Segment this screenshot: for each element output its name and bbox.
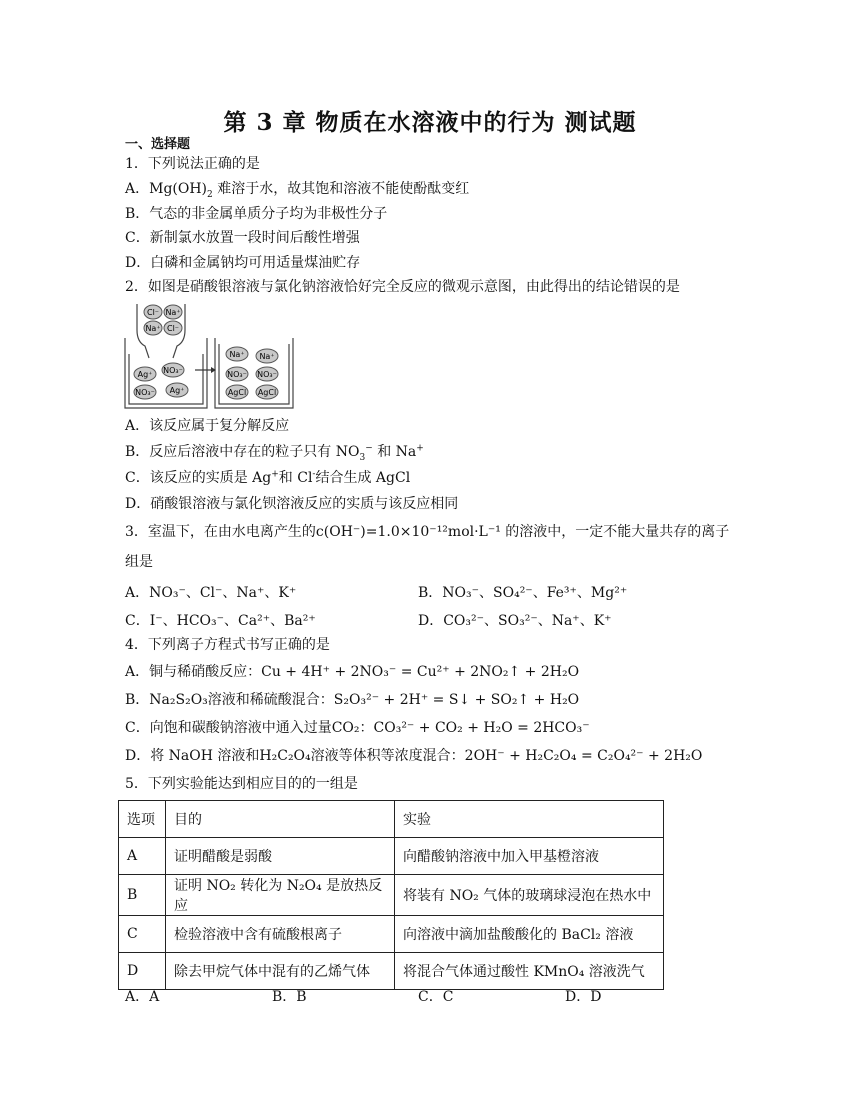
q1-option-b: B．气态的非金属单质分子均为非极性分子 bbox=[125, 206, 388, 222]
q3-option-d: D．CO₃²⁻、SO₃²⁻、Na⁺、K⁺ bbox=[418, 613, 612, 629]
reaction-diagram bbox=[123, 302, 303, 412]
table-header: 选项 bbox=[119, 801, 166, 838]
q2-option-c: C．该反应的实质是 Ag+和 Cl-结合生成 AgCl bbox=[125, 469, 411, 486]
table-cell: 证明醋酸是弱酸 bbox=[166, 838, 395, 875]
q3-option-b: B．NO₃⁻、SO₄²⁻、Fe³⁺、Mg²⁺ bbox=[418, 585, 628, 601]
q2-option-d: D．硝酸银溶液与氯化钡溶液反应的实质与该反应相同 bbox=[125, 496, 459, 512]
q4-option-d: D．将 NaOH 溶液和H₂C₂O₄溶液等体积等浓度混合：2OH⁻ + H₂C₂O₄ = C₂O₄²⁻ + 2H₂O bbox=[125, 748, 703, 764]
page-title: 第 3 章 物质在水溶液中的行为 测试题 bbox=[223, 109, 637, 136]
q3-option-a: A．NO₃⁻、Cl⁻、Na⁺、K⁺ bbox=[125, 585, 297, 601]
ion-label: AgCl bbox=[257, 388, 277, 397]
ion-label: Cl⁻ bbox=[166, 324, 180, 333]
q4-option-a: A．铜与稀硝酸反应：Cu + 4H⁺ + 2NO₃⁻ = Cu²⁺ + 2NO₂↑ + 2H₂O bbox=[125, 664, 580, 680]
q2-option-b: B．反应后溶液中存在的粒子只有 $NO_3^-$ 和 Na+ bbox=[125, 443, 424, 463]
hydroxide-concentration: c(OH⁻)=1.0×10⁻¹²mol·L⁻¹ bbox=[315, 524, 501, 540]
q2-option-a: A．该反应属于复分解反应 bbox=[125, 418, 290, 434]
q1-stem: 1．下列说法正确的是 bbox=[125, 156, 260, 172]
ion-label: Ag⁺ bbox=[137, 370, 153, 379]
ion-label: NO₃⁻ bbox=[163, 366, 183, 375]
q3-option-c: C．I⁻、HCO₃⁻、Ca²⁺、Ba²⁺ bbox=[125, 613, 316, 629]
q3-stem: 3．室温下，在由水电离产生的c(OH⁻)=1.0×10⁻¹²mol·L⁻¹ 的溶液中，一定不能大量共存的离子 bbox=[125, 524, 730, 540]
table-cell: 向溶液中滴加盐酸酸化的 BaCl₂ 溶液 bbox=[395, 916, 664, 953]
table-cell: C bbox=[119, 916, 166, 953]
table-header-row bbox=[119, 801, 664, 838]
q5-table bbox=[118, 800, 664, 990]
ion-label: NO₃⁻ bbox=[257, 370, 277, 379]
ion-label: Na⁺ bbox=[259, 352, 275, 361]
table-cell: 向醋酸钠溶液中加入甲基橙溶液 bbox=[395, 838, 664, 875]
ion-label: AgCl bbox=[227, 388, 247, 397]
table-header: 目的 bbox=[166, 801, 395, 838]
ion-label: NO₃⁻ bbox=[227, 370, 247, 379]
q1-option-d: D．白磷和金属钠均可用适量煤油贮存 bbox=[125, 255, 361, 271]
ion-label: NO₃⁻ bbox=[135, 388, 155, 397]
q1-option-c: C．新制氯水放置一段时间后酸性增强 bbox=[125, 230, 360, 246]
q3-stem-cont: 组是 bbox=[125, 554, 153, 570]
table-cell: 除去甲烷气体中混有的乙烯气体 bbox=[166, 953, 395, 990]
table-cell: D bbox=[119, 953, 166, 990]
section-heading: 一、选择题 bbox=[125, 137, 191, 152]
q5-option-d: D．D bbox=[565, 989, 602, 1005]
table-cell: 将混合气体通过酸性 KMnO₄ 溶液洗气 bbox=[395, 953, 664, 990]
table-cell: B bbox=[119, 875, 166, 916]
q5-option-a: A．A bbox=[125, 989, 160, 1005]
table-header: 实验 bbox=[395, 801, 664, 838]
table-row bbox=[119, 916, 664, 953]
q4-option-b: B．Na₂S₂O₃溶液和稀硫酸混合：S₂O₃²⁻ + 2H⁺ = S↓ + SO₂↑ + H₂O bbox=[125, 692, 580, 708]
q5-option-b: B．B bbox=[272, 989, 307, 1005]
table-row bbox=[119, 875, 664, 916]
q4-stem: 4．下列离子方程式书写正确的是 bbox=[125, 637, 330, 653]
q4-option-c: C．向饱和碳酸钠溶液中通入过量CO₂：CO₃²⁻ + CO₂ + H₂O = 2HCO₃⁻ bbox=[125, 720, 590, 736]
table-cell: 证明 NO₂ 转化为 N₂O₄ 是放热反应 bbox=[166, 875, 395, 916]
table-row bbox=[119, 953, 664, 990]
table-cell: 将装有 NO₂ 气体的玻璃球浸泡在热水中 bbox=[395, 875, 664, 916]
ion-label: Na⁺ bbox=[229, 350, 245, 359]
q1-option-a: A．$Mg(OH)_2$ 难溶于水，故其饱和溶液不能使酚酞变红 bbox=[125, 181, 470, 200]
q5-stem: 5．下列实验能达到相应目的的一组是 bbox=[125, 776, 358, 792]
q5-option-c: C．C bbox=[418, 989, 454, 1005]
table-cell: A bbox=[119, 838, 166, 875]
table-row bbox=[119, 838, 664, 875]
ion-label: Ag⁺ bbox=[169, 386, 185, 395]
ion-label: Na⁺ bbox=[165, 308, 181, 317]
q2-stem: 2．如图是硝酸银溶液与氯化钠溶液恰好完全反应的微观示意图，由此得出的结论错误的是 bbox=[125, 279, 680, 295]
table-cell: 检验溶液中含有硫酸根离子 bbox=[166, 916, 395, 953]
ion-label: Na⁺ bbox=[145, 324, 161, 333]
ion-label: Cl⁻ bbox=[146, 308, 160, 317]
